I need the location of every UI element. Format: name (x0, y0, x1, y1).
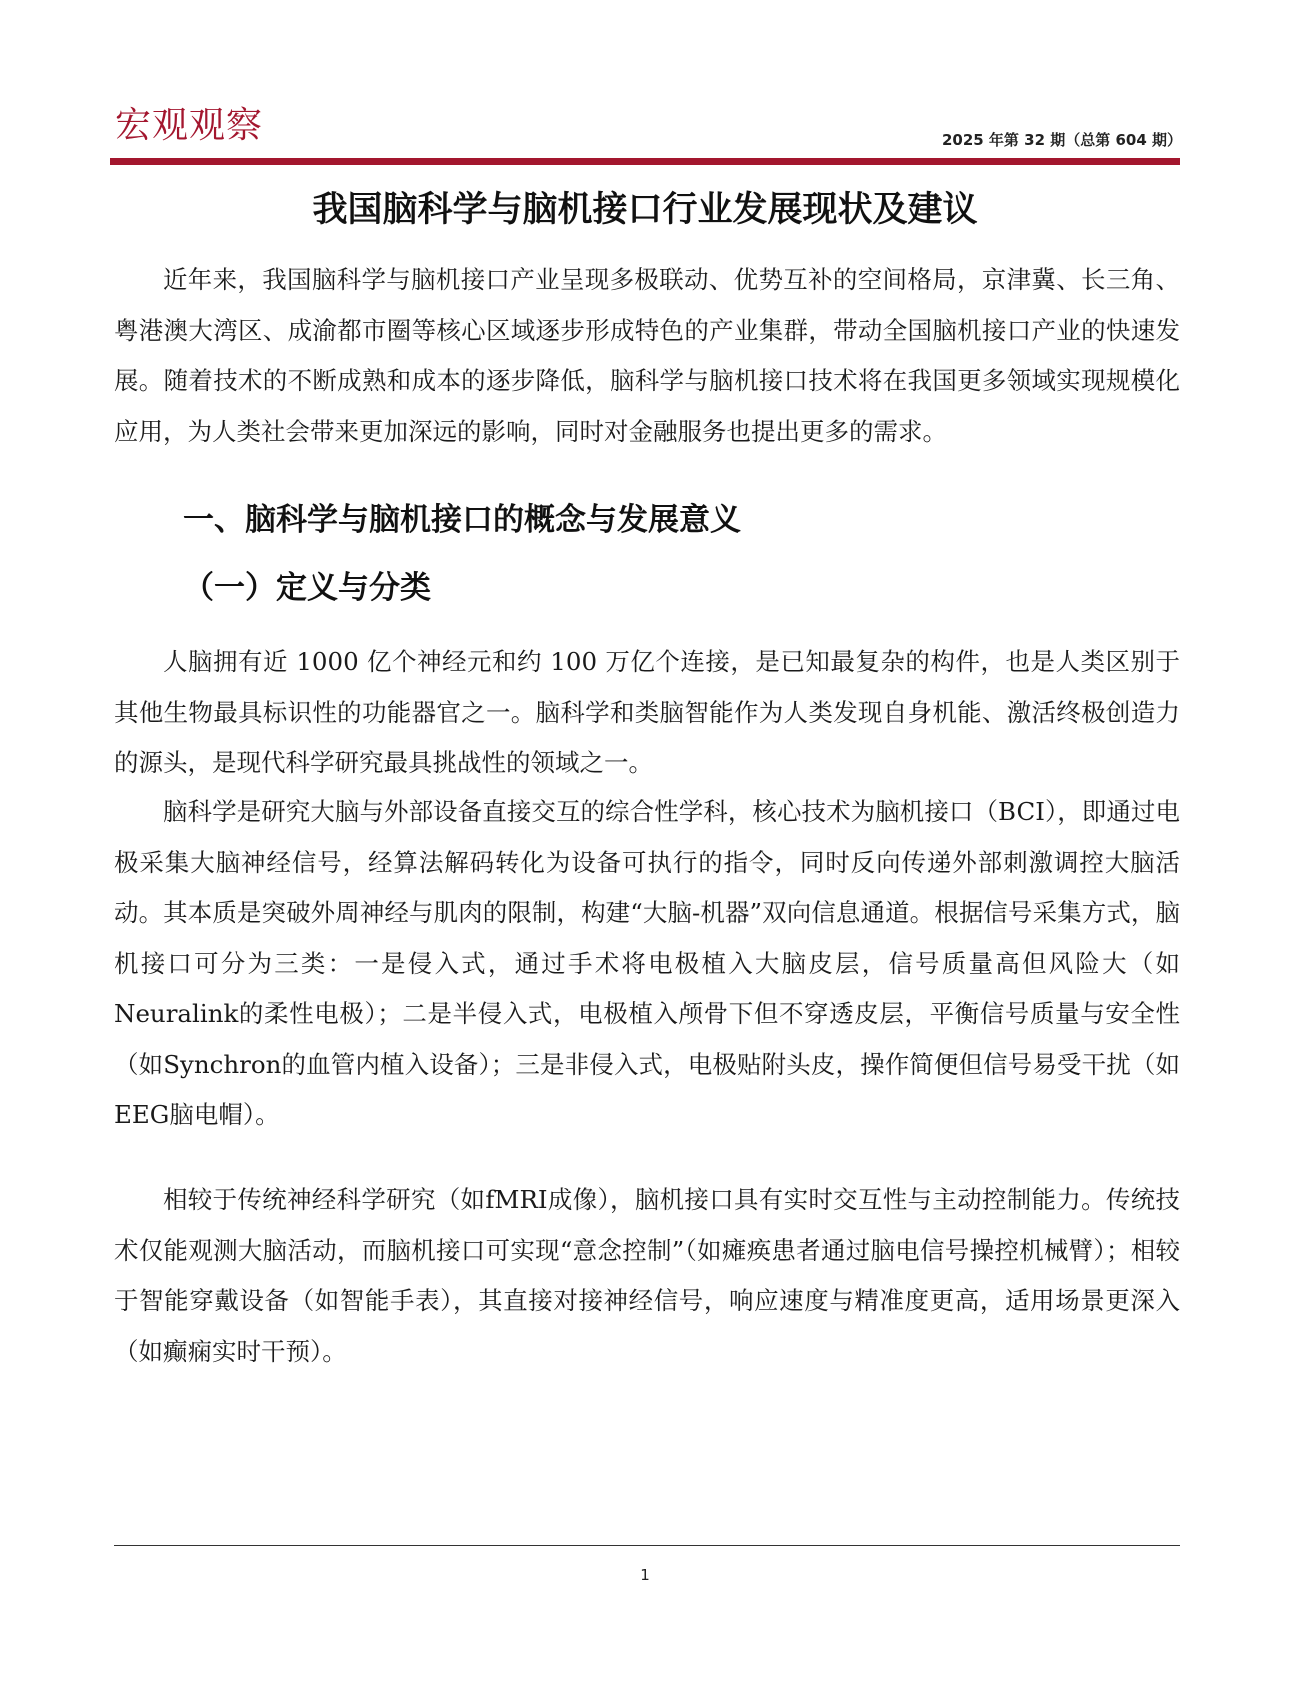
section-heading: 一、脑科学与脑机接口的概念与发展意义 (183, 502, 741, 538)
article-title: 我国脑科学与脑机接口行业发展现状及建议 (312, 190, 978, 230)
intro-paragraph: 近年来，我国脑科学与脑机接口产业呈现多极联动、优势互补的空间格局，京津冀、长三角、粤港澳大湾区、成渝都市圈等核心区域逐步形成特色的产业集群，带动全国脑机接口产业的快速发展。随着技术的不断成熟和成本的逐步降低，脑科学与脑机接口技术将在我国更多领域实现规模化应用，为人类社会带来更加深远的影响，同时对金融服务也提出更多的需求。 (114, 265, 1180, 446)
issue-number: 2025 年第 32 期（总第 604 期） (941, 131, 1182, 149)
header-divider (110, 158, 1180, 165)
publication-brand: 宏观观察 (115, 105, 264, 146)
body-paragraph-3: 相较于传统神经科学研究（如fMRI成像），脑机接口具有实时交互性与主动控制能力。传统技术仅能观测大脑活动，而脑机接口可实现“意念控制”（如瘫痪患者通过脑电信号操控机械臂）；相较于智能穿戴设备（如智能手表），其直接对接神经信号，响应速度与精准度更高，适用场景更深入（如癫痫实时干预）。 (114, 1185, 1180, 1366)
body-paragraph-1: 人脑拥有近 1000 亿个神经元和约 100 万亿个连接，是已知最复杂的构件，也是人类区别于其他生物最具标识性的功能器官之一。脑科学和类脑智能作为人类发现自身机能、激活终极创造力的源头，是现代科学研究最具挑战性的领域之一。 (114, 647, 1180, 777)
subsection-heading: （一）定义与分类 (183, 570, 431, 606)
body-paragraph-2: 脑科学是研究大脑与外部设备直接交互的综合性学科，核心技术为脑机接口（BCI），即通过电极采集大脑神经信号，经算法解码转化为设备可执行的指令，同时反向传递外部刺激调控大脑活动。其本质是突破外周神经与肌肉的限制，构建“大脑-机器”双向信息通道。根据信号采集方式，脑机接口可分为三类：一是侵入式，通过手术将电极植入大脑皮层，信号质量高但风险大（如Neuralink的柔性电极）；二是半侵入式，电极植入颅骨下但不穿透皮层，平衡信号质量与安全性（如Synchron的血管内植入设备）；三是非侵入式，电极贴附头皮，操作简便但信号易受干扰（如EEG脑电帽）。 (114, 797, 1180, 1129)
page-number: 1 (640, 1566, 650, 1584)
footer-divider (114, 1545, 1180, 1546)
